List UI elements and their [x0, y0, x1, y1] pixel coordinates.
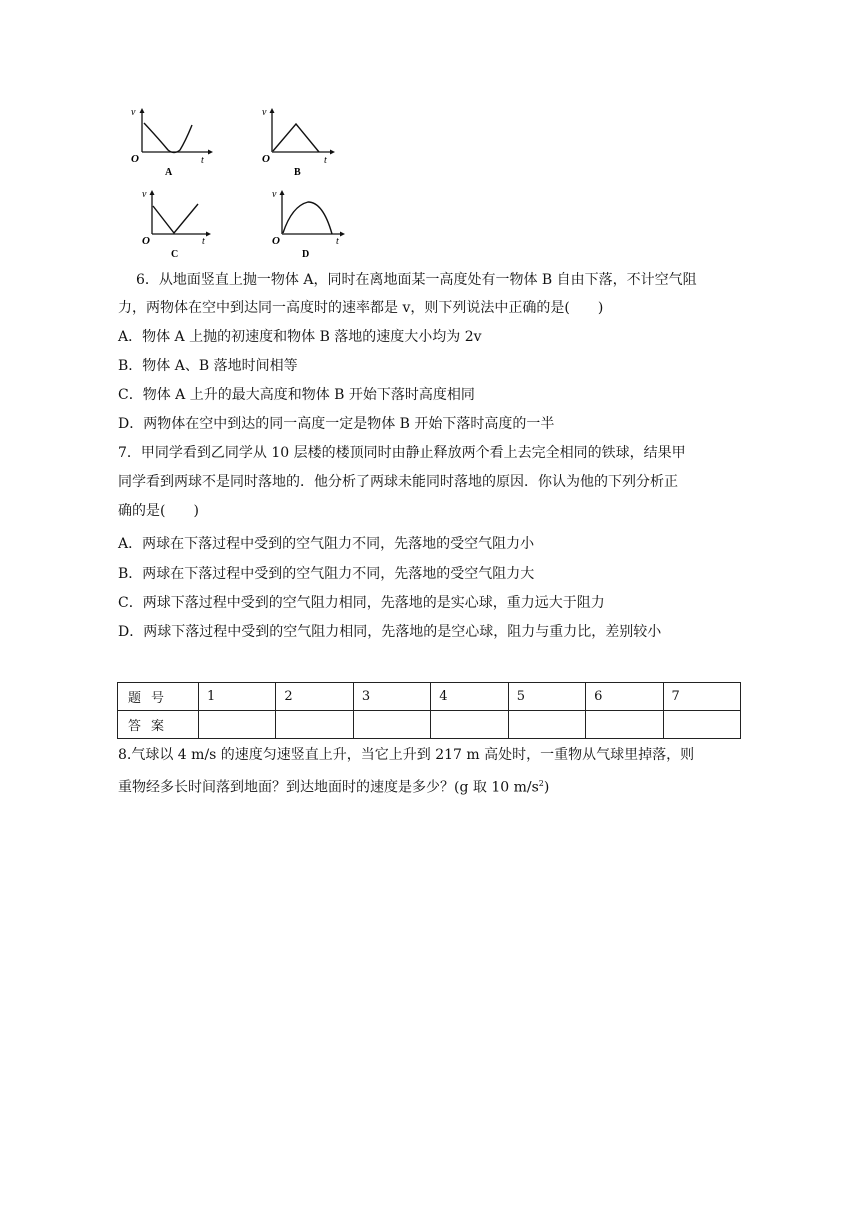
graph-b-t-label: t — [324, 155, 327, 166]
answer-table-number-cell: 1 — [199, 683, 276, 711]
graph-c — [138, 182, 228, 264]
answer-cell[interactable] — [586, 711, 663, 739]
q6-option-d: D．两物体在空中到达的同一高度一定是物体 B 开始下落时高度的一半 — [118, 416, 555, 432]
answer-table-answer-label: 答案 — [118, 711, 199, 739]
graph-a-v-label: v — [131, 107, 136, 118]
graph-d-v-label: v — [272, 189, 277, 200]
graph-d-caption: D — [302, 249, 310, 260]
answer-table-number-cell: 2 — [276, 683, 353, 711]
q7-stem-line2: 同学看到两球不是同时落地的．他分析了两球未能同时落地的原因．你认为他的下列分析正 — [118, 474, 678, 490]
answer-cell[interactable] — [199, 711, 276, 739]
answer-cell[interactable] — [508, 711, 585, 739]
graph-c-caption: C — [171, 249, 179, 260]
answer-table-number-cell: 3 — [353, 683, 430, 711]
q7-option-a: A．两球在下落过程中受到的空气阻力不同，先落地的受空气阻力小 — [118, 536, 535, 552]
answer-table — [117, 682, 741, 739]
q7-stem-line1: 7．甲同学看到乙同学从 10 层楼的楼顶同时由静止释放两个看上去完全相同的铁球，结果甲 — [118, 445, 686, 461]
graph-a-origin-label: O — [131, 153, 139, 165]
q6-option-b: B．物体 A、B 落地时间相等 — [118, 358, 298, 374]
q8-stem-line2 — [118, 774, 549, 798]
q8-stem-line2-text: 重物经多长时间落到地面？到达地面时的速度是多少？(g 取 10 m/s — [118, 779, 539, 796]
graph-b — [258, 100, 348, 182]
graph-a-caption: A — [165, 167, 173, 178]
answer-table-number-cell: 7 — [663, 683, 740, 711]
q7-option-b: B．两球在下落过程中受到的空气阻力不同，先落地的受空气阻力大 — [118, 566, 535, 582]
graph-b-origin-label: O — [262, 153, 270, 165]
answer-cell[interactable] — [663, 711, 740, 739]
graph-a-t-label: t — [201, 155, 204, 166]
graph-c-origin-label: O — [142, 235, 150, 247]
q8-stem-end: ) — [543, 779, 550, 796]
graph-d-origin-label: O — [272, 235, 280, 247]
answer-table-number-cell: 5 — [508, 683, 585, 711]
answer-table-header-row — [118, 683, 741, 711]
q7-stem-line3: 确的是( ) — [118, 503, 199, 519]
graph-c-t-label: t — [202, 236, 205, 247]
q6-stem-line1: 6．从地面竖直上抛一物体 A，同时在离地面某一高度处有一物体 B 自由下落，不计空气阻 — [136, 272, 697, 288]
answer-cell[interactable] — [276, 711, 353, 739]
q7-option-c: C．两球下落过程中受到的空气阻力相同，先落地的是实心球，重力远大于阻力 — [118, 595, 605, 611]
q8-superscript: 2 — [538, 779, 544, 788]
answer-table-answer-row — [118, 711, 741, 739]
graph-d — [268, 182, 358, 264]
answer-table-number-cell: 4 — [431, 683, 508, 711]
graph-d-t-label: t — [336, 236, 339, 247]
answer-cell[interactable] — [353, 711, 430, 739]
q8-stem-line1: 8.气球以 4 m/s 的速度匀速竖直上升，当它上升到 217 m 高处时，一重物从气球里掉落，则 — [118, 747, 695, 763]
q6-stem-line2: 力，两物体在空中到达同一高度时的速率都是 v，则下列说法中正确的是( ) — [118, 300, 604, 316]
graph-b-v-label: v — [262, 107, 267, 118]
graph-a — [128, 100, 218, 182]
q6-option-c: C．物体 A 上升的最大高度和物体 B 开始下落时高度相同 — [118, 387, 475, 403]
answer-table-number-cell: 6 — [586, 683, 663, 711]
graph-b-caption: B — [294, 167, 301, 178]
graph-c-v-label: v — [142, 189, 147, 200]
q7-option-d: D．两球下落过程中受到的空气阻力相同，先落地的是空心球，阻力与重力比，差别较小 — [118, 624, 662, 640]
answer-cell[interactable] — [431, 711, 508, 739]
q6-option-a: A．物体 A 上抛的初速度和物体 B 落地的速度大小均为 2v — [118, 329, 482, 345]
answer-table-number-label: 题号 — [118, 683, 199, 711]
